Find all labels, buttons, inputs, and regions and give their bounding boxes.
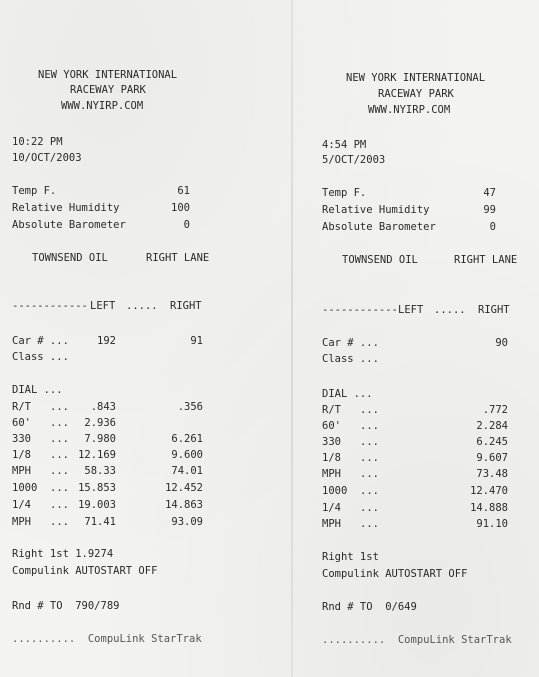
track-website: WWW.NYIRP.COM	[61, 100, 144, 112]
race-result: Right 1st 1.9274	[12, 548, 114, 560]
time-left: 58.33	[84, 465, 116, 477]
time-right: 12.452	[165, 482, 203, 494]
sponsor-name: TOWNSEND OIL	[342, 254, 418, 266]
time-label: 1000	[12, 482, 38, 494]
time-label: 330	[322, 436, 341, 448]
lane-label: RIGHT LANE	[454, 254, 518, 266]
time-right: 9.600	[171, 449, 203, 461]
weather-value: 61	[177, 185, 190, 197]
time-dots: ...	[360, 404, 379, 416]
time-label: 1/8	[12, 449, 31, 461]
round-number: Rnd # TO 790/789	[12, 600, 120, 612]
right-lane-header: RIGHT	[478, 304, 510, 316]
time-label: R/T	[12, 401, 31, 413]
run-date: 10/OCT/2003	[12, 152, 82, 164]
class-label: Class ...	[322, 353, 379, 365]
time-right: 91.10	[476, 518, 508, 530]
time-dots: ...	[50, 449, 69, 461]
time-dots: ...	[50, 465, 69, 477]
paper-fold-divider	[291, 0, 293, 677]
time-label: MPH	[322, 468, 341, 480]
time-dots: ...	[50, 417, 69, 429]
lanes-header-dots: .....	[126, 300, 158, 312]
weather-value: 99	[483, 204, 496, 216]
left-lane-header: LEFT	[90, 300, 116, 312]
timeslip-right	[296, 0, 539, 677]
time-dots: ...	[360, 502, 379, 514]
track-name: NEW YORK INTERNATIONAL	[38, 69, 178, 81]
track-name: NEW YORK INTERNATIONAL	[346, 72, 486, 84]
time-right: 2.284	[476, 420, 508, 432]
run-time: 4:54 PM	[322, 139, 367, 151]
time-left: 71.41	[84, 516, 116, 528]
time-right: 9.607	[476, 452, 508, 464]
time-label: R/T	[322, 404, 341, 416]
time-label: 330	[12, 433, 31, 445]
time-right: 74.01	[171, 465, 203, 477]
time-right: 14.888	[470, 502, 508, 514]
time-dots: ...	[360, 468, 379, 480]
time-right: 73.48	[476, 468, 508, 480]
class-label: Class ...	[12, 351, 69, 363]
time-right: 6.261	[171, 433, 203, 445]
time-label: MPH	[322, 518, 341, 530]
autostart-status: Compulink AUTOSTART OFF	[322, 568, 468, 580]
time-label: 60'	[12, 417, 31, 429]
time-label: 1/4	[322, 502, 341, 514]
time-right: 6.245	[476, 436, 508, 448]
time-dots: ...	[50, 516, 69, 528]
time-right: 12.470	[470, 485, 508, 497]
lanes-divider-dashes: ------------	[322, 304, 398, 316]
weather-value: 100	[171, 202, 190, 214]
weather-value: 0	[183, 219, 190, 231]
weather-label: Relative Humidity	[322, 204, 430, 216]
car-number-right: 90	[495, 337, 508, 349]
time-dots: ...	[50, 401, 69, 413]
compulink-footer: .......... CompuLink StarTrak	[12, 633, 202, 645]
time-left: 19.003	[78, 499, 116, 511]
time-dots: ...	[360, 518, 379, 530]
weather-label: Relative Humidity	[12, 202, 120, 214]
time-dots: ...	[50, 433, 69, 445]
track-subtitle: RACEWAY PARK	[378, 88, 454, 100]
time-label: 1000	[322, 485, 348, 497]
round-number: Rnd # TO 0/649	[322, 601, 417, 613]
run-date: 5/OCT/2003	[322, 154, 386, 166]
car-number-label: Car # ...	[12, 335, 69, 347]
weather-value: 47	[483, 187, 496, 199]
dial-label: DIAL ...	[12, 384, 63, 396]
time-right: 93.09	[171, 516, 203, 528]
time-left: .843	[90, 401, 116, 413]
time-label: MPH	[12, 465, 31, 477]
dial-label: DIAL ...	[322, 388, 373, 400]
time-right: .356	[177, 401, 203, 413]
time-dots: ...	[360, 452, 379, 464]
time-left: 7.980	[84, 433, 116, 445]
race-result: Right 1st	[322, 551, 379, 563]
time-label: MPH	[12, 516, 31, 528]
weather-label: Temp F.	[12, 185, 57, 197]
track-subtitle: RACEWAY PARK	[70, 84, 146, 96]
time-label: 60'	[322, 420, 341, 432]
right-lane-header: RIGHT	[170, 300, 202, 312]
car-number-left: 192	[97, 335, 116, 347]
time-dots: ...	[50, 499, 69, 511]
time-dots: ...	[360, 436, 379, 448]
weather-label: Absolute Barometer	[12, 219, 126, 231]
time-label: 1/8	[322, 452, 341, 464]
sponsor-name: TOWNSEND OIL	[32, 252, 108, 264]
time-left: 15.853	[78, 482, 116, 494]
lanes-header-dots: .....	[434, 304, 466, 316]
car-number-right: 91	[190, 335, 203, 347]
car-number-label: Car # ...	[322, 337, 379, 349]
time-right: 14.863	[165, 499, 203, 511]
weather-label: Temp F.	[322, 187, 367, 199]
time-dots: ...	[360, 420, 379, 432]
weather-label: Absolute Barometer	[322, 221, 436, 233]
time-left: 2.936	[84, 417, 116, 429]
time-left: 12.169	[78, 449, 116, 461]
time-dots: ...	[360, 485, 379, 497]
lanes-divider-dashes: ------------	[12, 300, 88, 312]
left-lane-header: LEFT	[398, 304, 424, 316]
run-time: 10:22 PM	[12, 136, 63, 148]
time-dots: ...	[50, 482, 69, 494]
time-label: 1/4	[12, 499, 31, 511]
track-website: WWW.NYIRP.COM	[368, 104, 451, 116]
compulink-footer: .......... CompuLink StarTrak	[322, 634, 512, 646]
autostart-status: Compulink AUTOSTART OFF	[12, 565, 158, 577]
weather-value: 0	[489, 221, 496, 233]
time-right: .772	[482, 404, 508, 416]
lane-label: RIGHT LANE	[146, 252, 210, 264]
